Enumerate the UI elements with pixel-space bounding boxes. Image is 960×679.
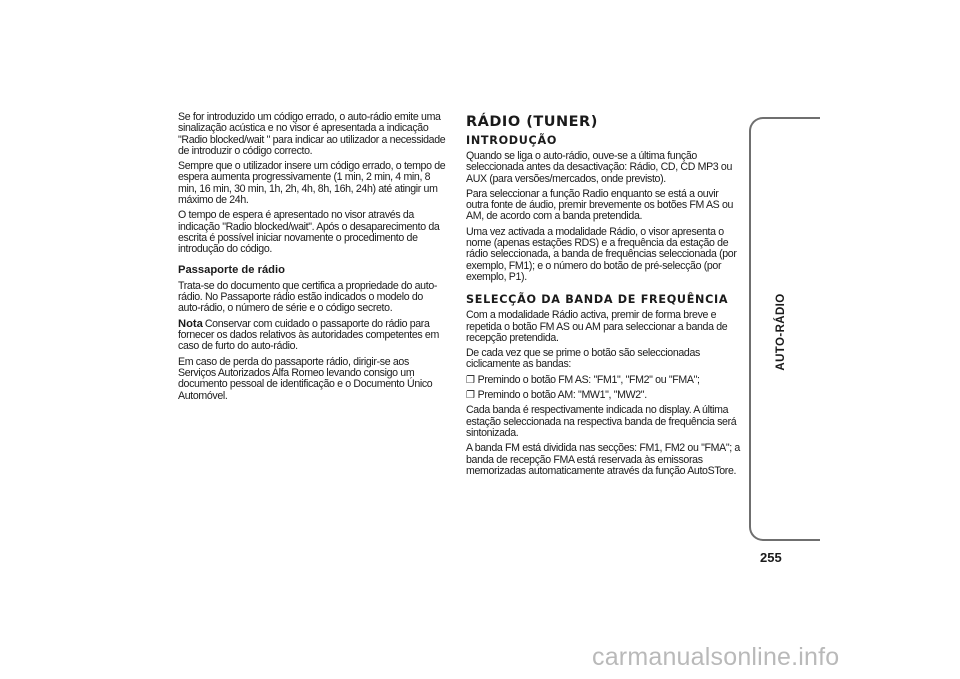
bullet-text-am: Premindo o botão AM: "MW1", "MW2". xyxy=(477,389,647,402)
heading-radio-passport: Passaporte de rádio xyxy=(178,263,285,276)
heading-introduction: INTRODUÇÃO xyxy=(466,134,558,147)
paragraph-wait-display: O tempo de espera é apresentado no visor através da indicação "Radio blocked/wait". Após o desaparecimento da escrita é possível iniciar novamente o procedimento de introdução do código. xyxy=(178,209,440,256)
bullet-text-fm: Premindo o botão FM AS: "FM1", "FM2" ou "FMA"; xyxy=(477,373,700,386)
paragraph-fm-sections: A banda FM está dividida nas secções: FM1, FM2 ou "FMA"; a banda de recepção FMA está reservada às emissoras memorizadas automaticamente através da função AutoSTore. xyxy=(466,442,740,477)
checkbox-square-icon: ❐ xyxy=(466,390,475,402)
paragraph-select-radio: Para seleccionar a função Radio enquanto se está a ouvir outra fonte de áudio, premir brevemente os botões FM AS ou AM, de acordo com a banda pretendida. xyxy=(466,187,734,223)
section-title-radio-tuner: RÁDIO (TUNER) xyxy=(466,114,598,130)
paragraph-band-display: Cada banda é respectivamente indicada no display. A última estação seleccionada na respectiva banda de frequência será sintonizada. xyxy=(466,404,737,439)
paragraph-wrong-code: Se for introduzido um código errado, o auto-rádio emite uma sinalização acústica e no visor é apresentada a indicação "Radio blocked/wait " para indicar ao utilizador a necessidade de introduzir o código correcto. xyxy=(178,111,446,157)
note-label: Nota xyxy=(178,317,203,330)
paragraph-passport: Trata-se do documento que certifica a propriedade do auto-rádio. No Passaporte rádio estão indicados o modelo do auto-rádio, o número de série e o código secreto. xyxy=(178,279,438,315)
paragraph-display-info: Uma vez activada a modalidade Rádio, o visor apresenta o nome (apenas estações RDS) e a frequência da estação de rádio seleccionada, a banda de frequências seleccionada (por exemplo, FM1); e o número do botão de pré-selecção (por exemplo, P1). xyxy=(466,225,737,283)
section-tab-label: AUTO-RÁDIO xyxy=(775,293,787,371)
paragraph-passport-loss: Em caso de perda do passaporte rádio, dirigir-se aos Serviços Autorizados Alfa Romeo levando consigo um documento pessoal de identificação e o Documento Único Automóvel. xyxy=(178,355,433,402)
note-text: Conservar com cuidado o passaporte do rádio para fornecer os dados relativos às autoridades competentes em caso de furto do auto-rádio. xyxy=(178,317,439,353)
note-block xyxy=(178,319,446,353)
paragraph-wait-time: Sempre que o utilizador insere um código errado, o tempo de espera aumenta progressivamente (1 min, 2 min, 4 min, 8 min, 16 min, 30 min, 1h, 2h, 4h, 8h, 16h, 24h) até atingir um máximo de 24h. xyxy=(178,160,446,207)
left-column xyxy=(178,112,446,406)
list-item xyxy=(466,375,742,386)
paragraph-band-select: Com a modalidade Rádio activa, premir de forma breve e repetida o botão FM AS ou AM para seleccionar a banda de recepção pretendida. xyxy=(466,309,728,344)
paragraph-last-function: Quando se liga o auto-rádio, ouve-se a última função seleccionada antes da desactivação: Rádio, CD, CD MP3 ou AUX (para versões/mercados, onde previsto). xyxy=(466,150,732,185)
page-number: 255 xyxy=(760,550,782,565)
heading-band-selection: SELECÇÃO DA BANDA DE FREQUÊNCIA xyxy=(466,293,729,307)
right-column xyxy=(466,112,742,481)
checkbox-square-icon: ❐ xyxy=(466,374,475,386)
watermark: carmanualsonline.info xyxy=(592,643,840,671)
list-item xyxy=(466,390,742,401)
paragraph-cyclic-bands: De cada vez que se prime o botão são seleccionadas ciclicamente as bandas: xyxy=(466,347,700,371)
